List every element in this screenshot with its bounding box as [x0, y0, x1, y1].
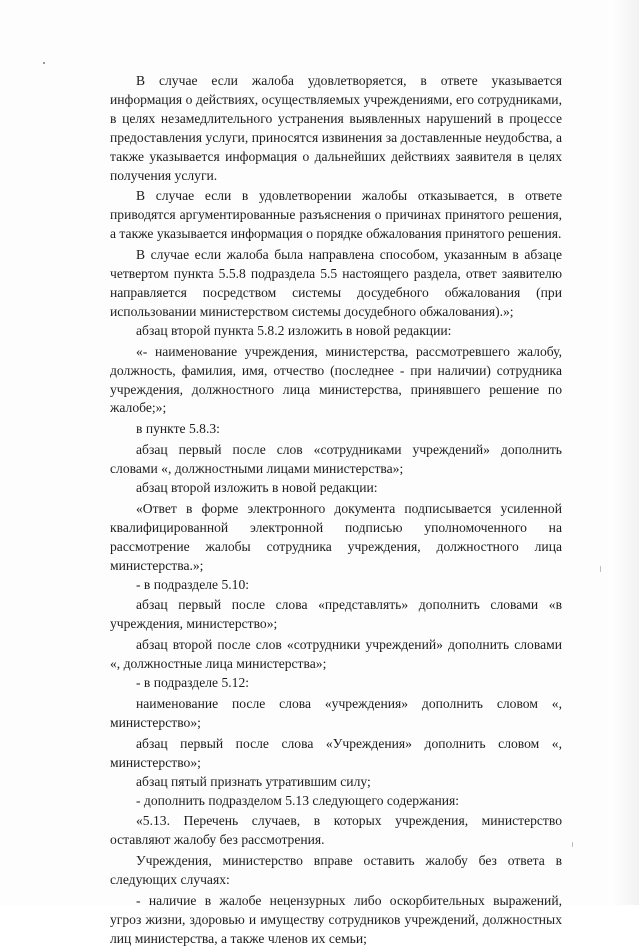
paragraph: - наличие в жалобе нецензурных либо оскорбительных выражений, угроз жизни, здоровью и имуществу сотрудников учреждений, должностных лиц министерства, а также членов их семьи;: [110, 893, 562, 946]
paragraph: В случае если жалоба была направлена способом, указанным в абзаце четвертом пункта 5.5.8 подраздела 5.5 настоящего раздела, ответ заявителю направляется посредством системы досудебного обжалования (при использовании министерством системы досудебного обжалования).»;: [110, 247, 562, 319]
paragraph: абзац пятый признать утратившим силу;: [136, 773, 371, 789]
scan-speck: [572, 842, 573, 847]
paragraph: - дополнить подразделом 5.13 следующего содержания:: [136, 792, 460, 808]
paragraph: - в подразделе 5.12:: [136, 675, 250, 691]
paragraph: «- наименование учреждения, министерства, рассмотревшего жалобу, должность, фамилия, имя, отчество (последнее - при наличии) сотрудника учреждения, должностного лица министерства, принявшего решение по жалобе;»;: [110, 343, 562, 416]
paragraph: в пункте 5.8.3:: [136, 421, 220, 437]
document-body: [110, 72, 562, 949]
paragraph: наименование после слова «учреждения» дополнить словом «, министерство»;: [110, 696, 562, 730]
paragraph: абзац второй пункта 5.8.2 изложить в новой редакции:: [136, 322, 452, 338]
paragraph: абзац первый после слова «представлять» дополнить словами «в учреждения, министерство»;: [110, 597, 562, 632]
paragraph: В случае если жалоба удовлетворяется, в ответе указывается информация о действиях, осуществляемых учреждениями, его сотрудниками, в целях незамедлительного устранения выявленных нарушений в процессе предоставления услуги, приносятся извинения за доставленные неудобства, а также указывается информация о дальнейших действиях заявителя в целях получения услуги.: [110, 73, 562, 183]
paragraph: абзац второй изложить в новой редакции:: [136, 480, 378, 496]
paragraph: Учреждения, министерство вправе оставить жалобу без ответа в следующих случаях:: [110, 853, 562, 888]
scan-speck: [43, 62, 45, 64]
paragraph: абзац первый после слов «сотрудниками учреждений» дополнить словами «, должностными лицами министерства»;: [110, 442, 562, 477]
paragraph: «5.13. Перечень случаев, в которых учреждения, министерство оставляют жалобу без рассмотрения.: [110, 813, 562, 848]
scan-edge-shadow: [609, 0, 639, 905]
paragraph: абзац первый после слова «Учреждения» дополнить словом «, министерство»;: [110, 735, 562, 770]
scan-speck: [600, 566, 601, 572]
paragraph: В случае если в удовлетворении жалобы отказывается, в ответе приводятся аргументированные разъяснения о причинах принятого решения, а также указывается информация о порядке обжалования принятого решения.: [110, 188, 562, 242]
paragraph: - в подразделе 5.10:: [136, 576, 250, 592]
paragraph: «Ответ в форме электронного документа подписывается усиленной квалифицированной электронной подписью уполномоченного на рассмотрение жалобы сотрудника учреждения, должностного лица министерства.»;: [110, 500, 562, 573]
paragraph: абзац второй после слов «сотрудники учреждений» дополнить словами «, должностные лица министерства»;: [110, 637, 562, 672]
